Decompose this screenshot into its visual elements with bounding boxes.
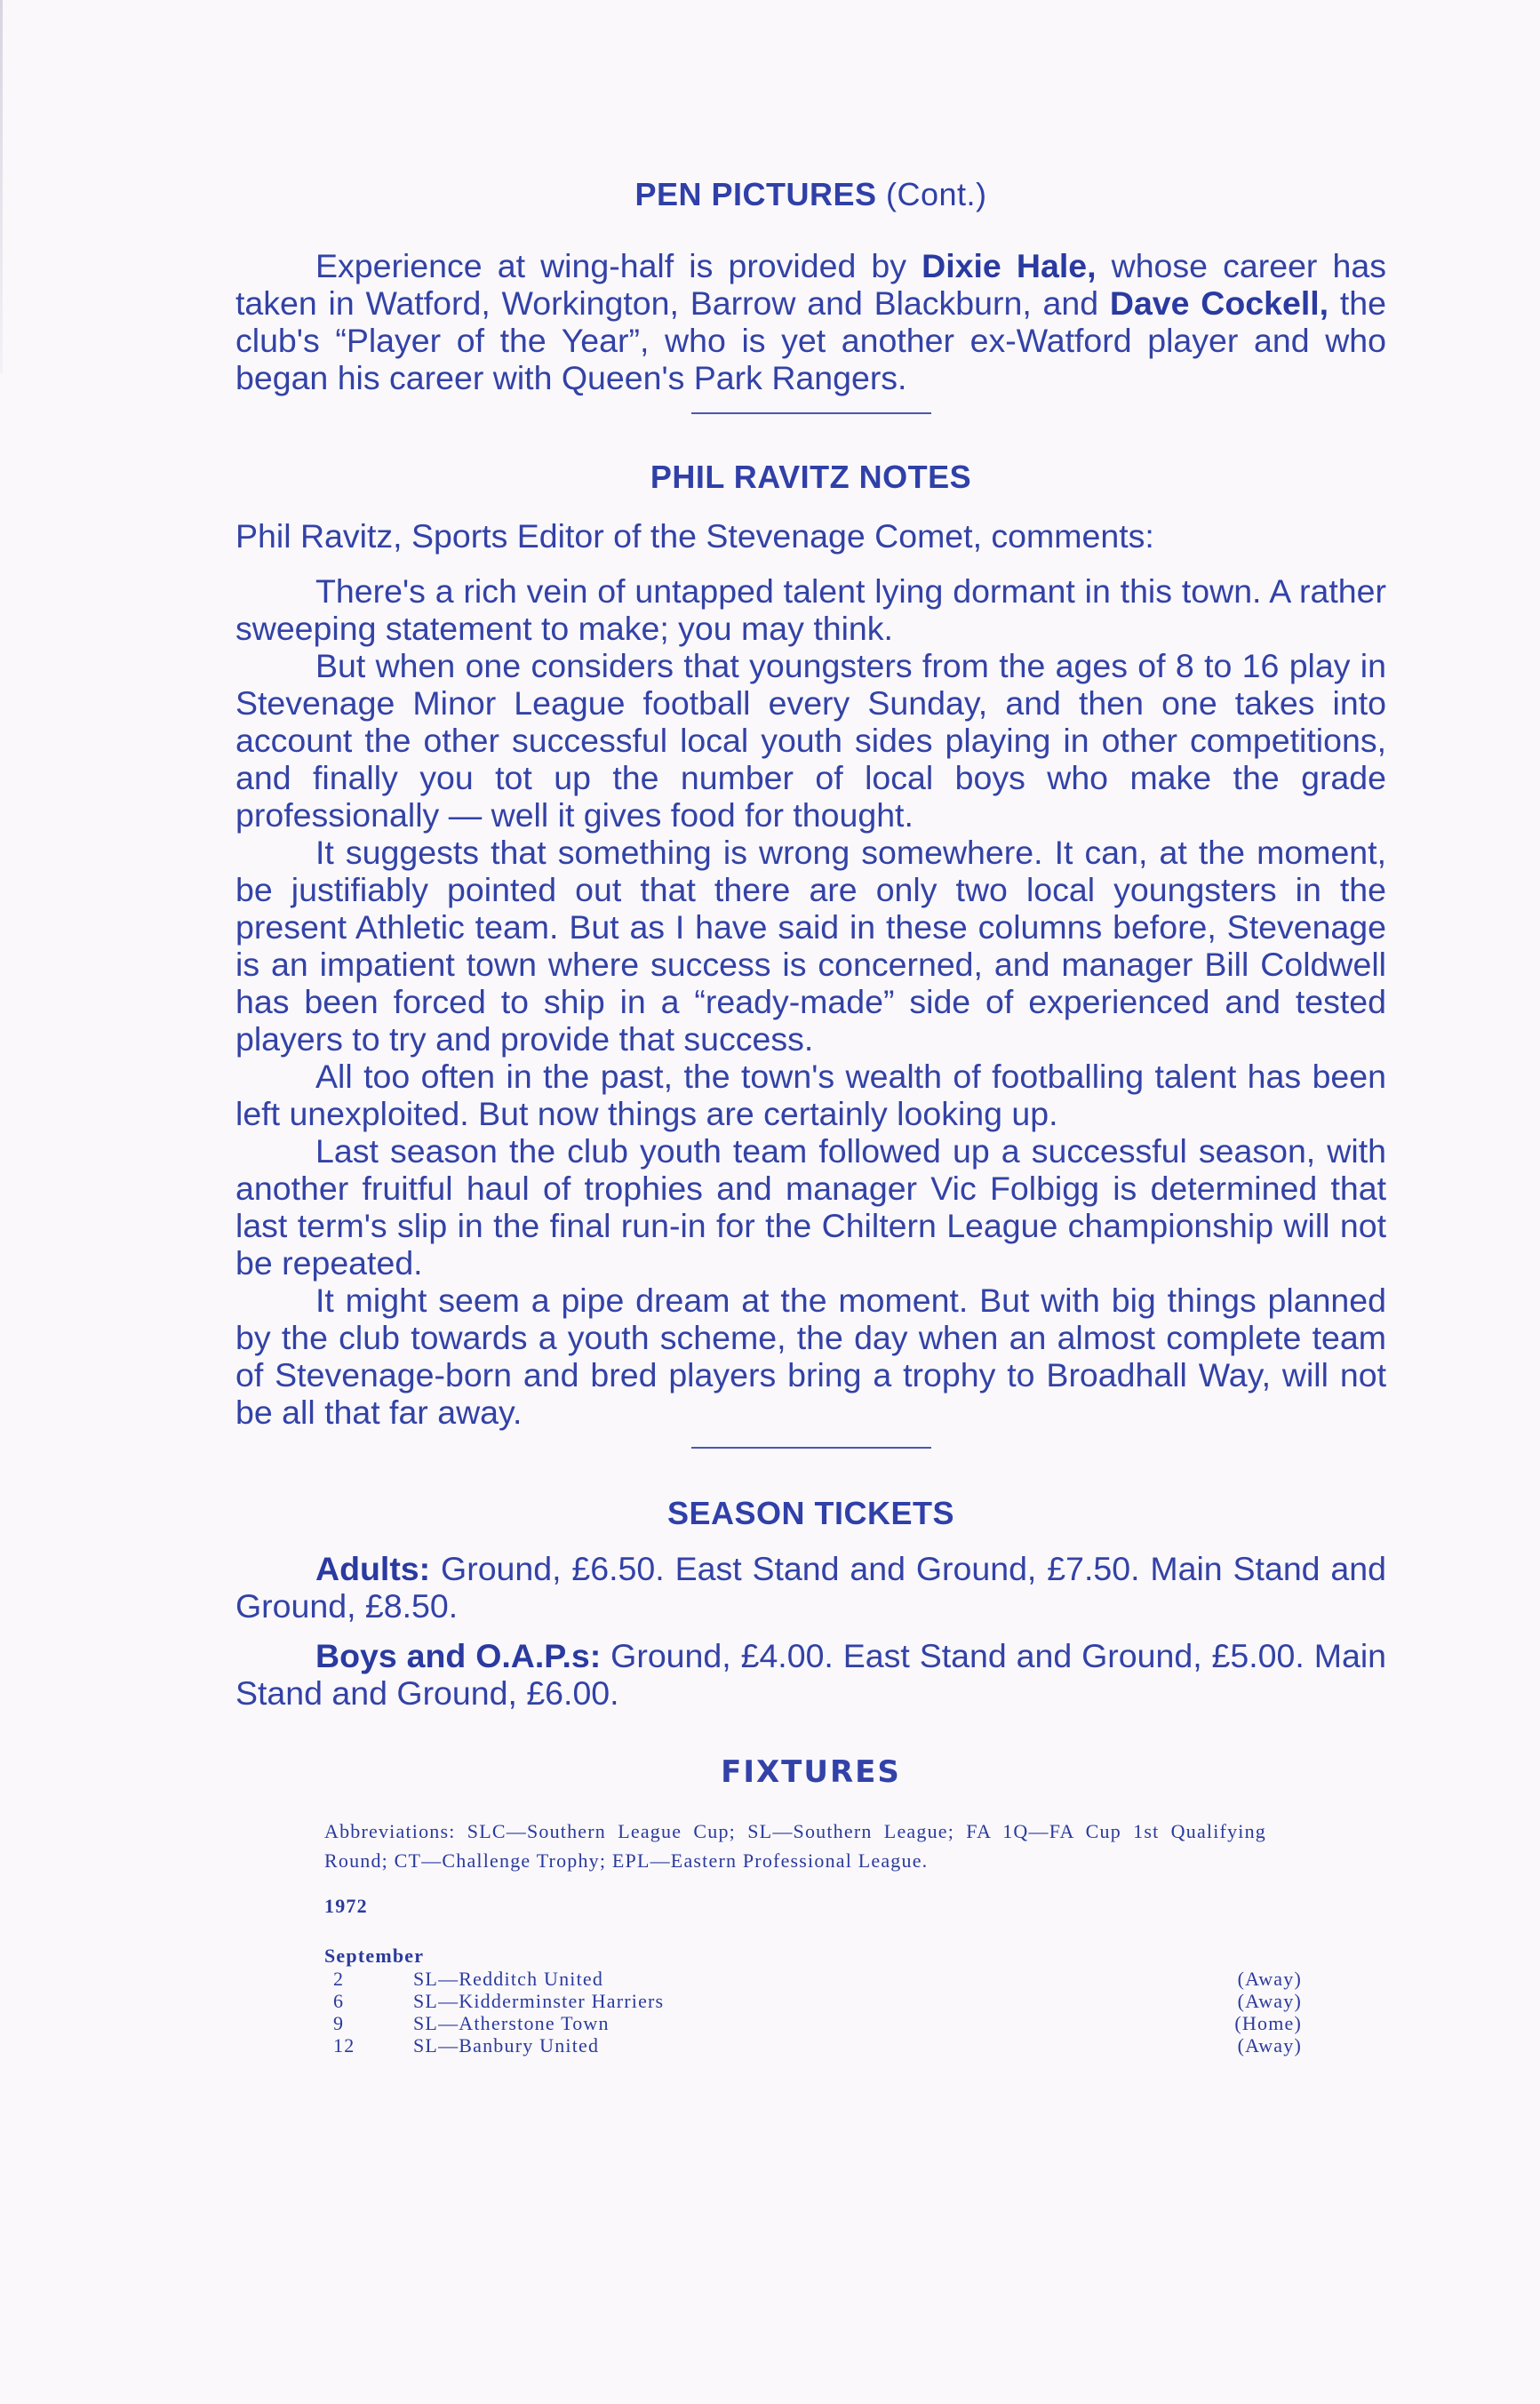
pen-pictures-heading	[235, 176, 1386, 213]
fixture-match: SL—Atherstone Town	[413, 2012, 610, 2034]
fixtures-section	[235, 1754, 1386, 2057]
notes-paragraph: But when one considers that youngsters from the ages of 8 to 16 play in Stevenage Minor League football every Sunday, and then one takes into account the other successful local youth sides playing in other competitions, and finally you tot up the number of local boys who make the grade professionally — well it gives food for thought.	[235, 647, 1386, 834]
notes-heading: PHIL RAVITZ NOTES	[650, 459, 972, 495]
fixtures-heading: FIXTURES	[721, 1754, 901, 1790]
programme-page	[235, 151, 1386, 2057]
pen-text-2: whose career has taken in Watford, Workington, Barrow and Blackburn, and	[235, 247, 1386, 322]
fixtures-month: September	[324, 1945, 425, 1967]
notes-paragraph: All too often in the past, the town's wealth of footballing talent has been left unexploited. But now things are certainly looking up.	[235, 1058, 1386, 1132]
notes-paragraph: There's a rich vein of untapped talent lying dormant in this town. A rather sweeping statement to make; you may think.	[235, 572, 1386, 647]
fixture-match: SL—Redditch United	[413, 1968, 604, 1990]
divider-rule	[691, 412, 931, 414]
pen-name-dixie-hale: Dixie Hale,	[922, 247, 1097, 284]
fixtures-table	[324, 1968, 1302, 2057]
pen-pictures-cont: (Cont.)	[886, 176, 987, 212]
fixture-venue: (Home)	[1234, 2012, 1302, 2034]
fixture-row	[324, 1990, 1302, 2012]
fixture-date: 2	[333, 1968, 345, 1990]
tickets-adults-label: Adults:	[315, 1550, 431, 1587]
fixtures-month-block	[324, 1945, 1386, 2057]
notes-intro: Phil Ravitz, Sports Editor of the Stevenage Comet, comments:	[235, 517, 1154, 555]
fixture-match: SL—Banbury United	[413, 2034, 600, 2057]
notes-paragraph: It might seem a pipe dream at the moment. But with big things planned by the club towards a youth scheme, the day when an almost complete team of Stevenage-born and bred players bring a trophy to Broadhall Way, will not be all that far away.	[235, 1282, 1386, 1431]
tickets-boys-label: Boys and O.A.P.s:	[315, 1637, 602, 1674]
fixture-match: SL—Kidderminster Harriers	[413, 1990, 665, 2012]
season-tickets-section	[235, 1495, 1386, 1712]
phil-ravitz-notes-section	[235, 459, 1386, 1449]
fixture-date: 12	[333, 2034, 355, 2057]
fixtures-abbreviations: Abbreviations: SLC—Southern League Cup; SL—Southern League; FA 1Q—FA Cup 1st Qualifying Round; CT—Challenge Trophy; EPL—Eastern Professional League.	[324, 1820, 1266, 1872]
fixture-row	[324, 2034, 1302, 2057]
fixture-venue: (Away)	[1237, 1990, 1302, 2012]
fixture-date: 9	[333, 2012, 345, 2034]
notes-paragraph: Last season the club youth team followed up a successful season, with another fruitful haul of trophies and manager Vic Folbigg is determined that last term's slip in the final run-in for the Chiltern League championship will not be repeated.	[235, 1132, 1386, 1282]
pen-pictures-title: PEN PICTURES	[634, 176, 877, 212]
fixtures-year: 1972	[324, 1895, 368, 1917]
fixture-row	[324, 2012, 1302, 2034]
pen-text-3: the club's “Player of the Year”, who is yet another ex-Watford player and who began his career with Queen's Park Rangers.	[235, 284, 1386, 396]
tickets-boys-oaps	[235, 1637, 1386, 1712]
tickets-adults-prices: Ground, £6.50. East Stand and Ground, £7.50. Main Stand and Ground, £8.50.	[235, 1550, 1386, 1625]
fixture-date: 6	[333, 1990, 345, 2012]
pen-name-dave-cockell: Dave Cockell,	[1109, 284, 1329, 322]
page-edge-mark	[0, 0, 3, 373]
tickets-adults	[235, 1550, 1386, 1625]
season-tickets-heading: SEASON TICKETS	[666, 1495, 955, 1531]
pen-pictures-paragraph	[235, 247, 1386, 396]
fixture-venue: (Away)	[1237, 1968, 1302, 1990]
notes-paragraph: It suggests that something is wrong somewhere. It can, at the moment, be justifiably pointed out that there are only two local youngsters in the present Athletic team. But as I have said in these columns before, Stevenage is an impatient town where success is concerned, and manager Bill Coldwell has been forced to ship in a “ready-made” side of experienced and tested players to try and provide that success.	[235, 834, 1386, 1058]
divider-rule	[691, 1447, 931, 1449]
tickets-boys-prices: Ground, £4.00. East Stand and Ground, £5.00. Main Stand and Ground, £6.00.	[235, 1637, 1387, 1712]
fixture-venue: (Away)	[1237, 2034, 1302, 2057]
fixture-row	[324, 1968, 1302, 1990]
pen-text-1: Experience at wing-half is provided by	[315, 247, 922, 284]
pen-pictures-section	[235, 176, 1386, 414]
